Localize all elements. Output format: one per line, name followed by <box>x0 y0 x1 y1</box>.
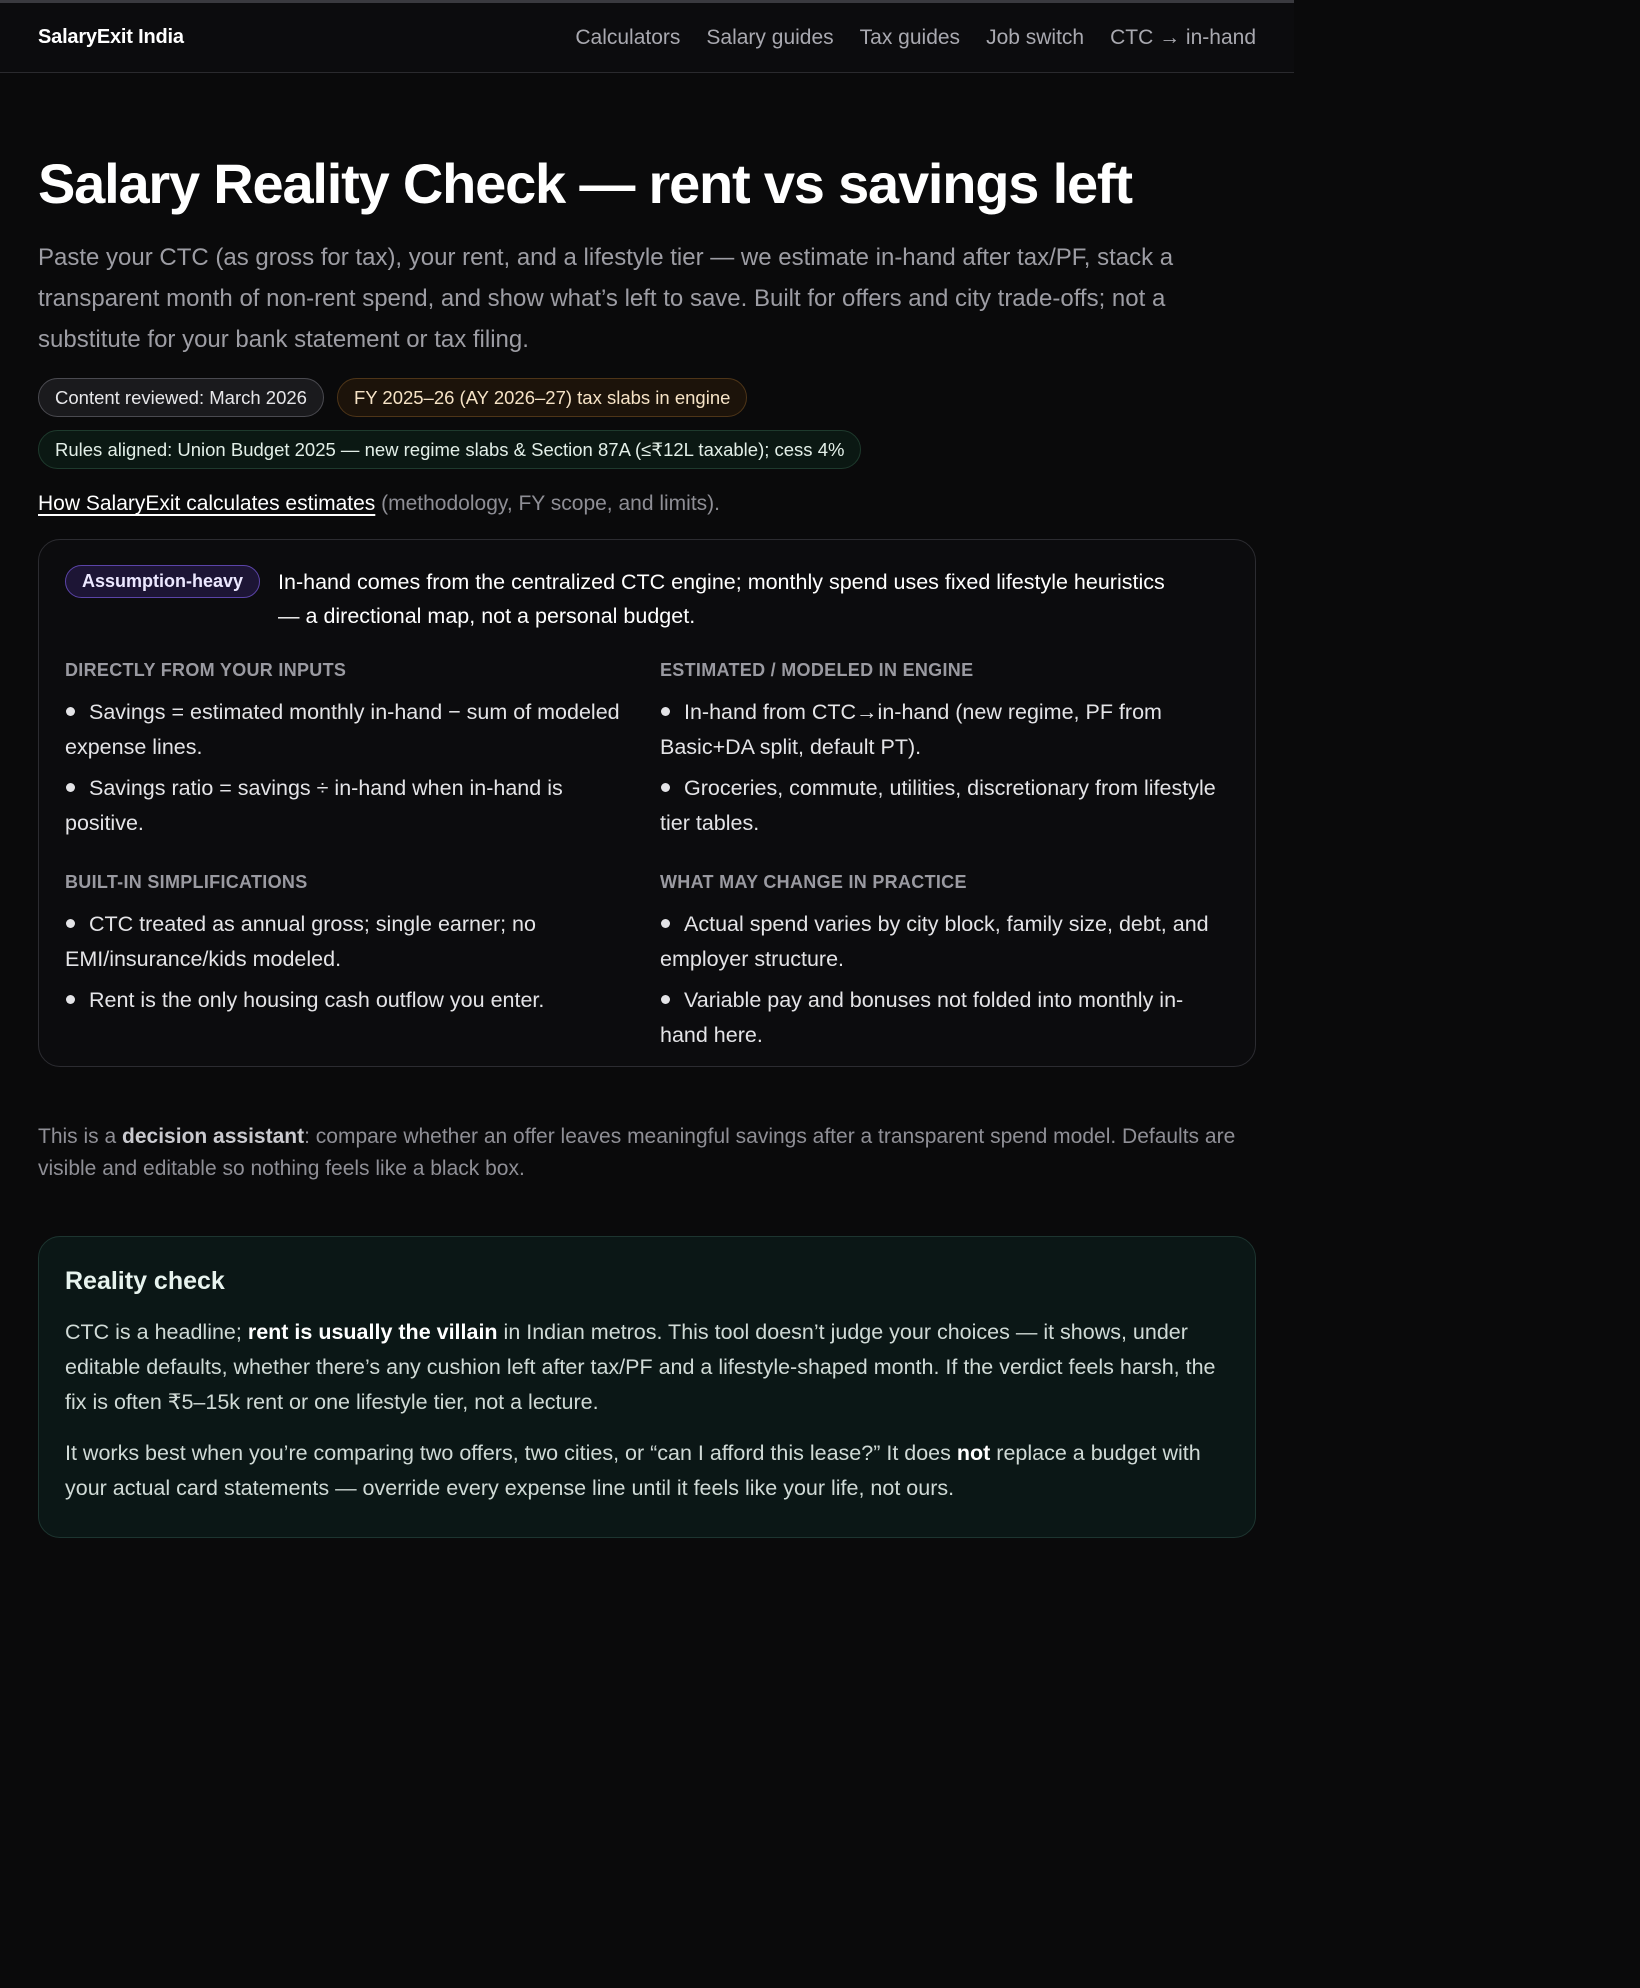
nav-link-tax-guides[interactable]: Tax guides <box>859 25 961 49</box>
assumptions-card <box>38 539 1256 1067</box>
info-pills <box>38 378 1256 469</box>
column-heading: ESTIMATED / MODELED IN ENGINE <box>660 660 974 680</box>
bullet-icon <box>661 707 670 716</box>
inputs-column <box>65 660 660 847</box>
modeled-column <box>660 660 1230 847</box>
page-title: Salary Reality Check — rent vs savings left <box>38 152 1132 215</box>
nav-links <box>575 26 1256 50</box>
reality-paragraph-2: It works best when you’re comparing two offers, two cities, or “can I afford this lease?” It does not replace a budget with your actual card statements — override every expense line until it feels like your life, not ours. <box>65 1441 1201 1500</box>
rules-pill: Rules aligned: Union Budget 2025 — new regime slabs & Section 87A (≤₹12L taxable); cess 4% <box>38 430 861 469</box>
column-heading: BUILT-IN SIMPLIFICATIONS <box>65 872 308 892</box>
list-item: Rent is the only housing cash outflow you enter. <box>65 983 625 1018</box>
methodology-suffix: (methodology, FY scope, and limits). <box>375 492 721 515</box>
bullet-icon <box>66 995 75 1004</box>
bullet-icon <box>66 783 75 792</box>
bullet-icon <box>661 995 670 1004</box>
list-item: CTC treated as annual gross; single earner; no EMI/insurance/kids modeled. <box>65 912 536 971</box>
bullet-icon <box>66 919 75 928</box>
reality-check-card <box>38 1236 1256 1538</box>
list-item: Savings = estimated monthly in-hand − sum of modeled expense lines. <box>65 700 620 759</box>
column-heading: DIRECTLY FROM YOUR INPUTS <box>65 660 347 680</box>
list-item: In-hand from CTC→in-hand (new regime, PF from Basic+DA split, default PT). <box>660 700 1162 759</box>
assumptions-summary: In-hand comes from the centralized CTC engine; monthly spend uses fixed lifestyle heuristics — a directional map, not a personal budget. <box>278 570 1165 628</box>
decision-note: This is a decision assistant: compare whether an offer leaves meaningful savings after a transparent spend model. Defaults are visible and editable so nothing feels like a black box. <box>38 1125 1236 1180</box>
reviewed-pill: Content reviewed: March 2026 <box>38 378 324 417</box>
assumptions-grid <box>65 660 1229 1059</box>
nav-link-calculators[interactable]: Calculators <box>575 25 681 49</box>
reality-check-heading: Reality check <box>65 1267 225 1295</box>
bullet-icon <box>661 783 670 792</box>
list-item: Actual spend varies by city block, family size, debt, and employer structure. <box>660 912 1209 971</box>
methodology-line <box>38 490 1256 518</box>
methodology-link[interactable]: How SalaryExit calculates estimates <box>38 492 376 515</box>
page-lede: Paste your CTC (as gross for tax), your rent, and a lifestyle tier — we estimate in-hand after tax/PF, stack a transparent month of non-rent spend, and show what’s left to save. Built for offers and city trade-offs; not a substitute for your bank statement or tax filing. <box>38 244 1174 353</box>
nav-link-job-switch[interactable]: Job switch <box>986 25 1085 49</box>
list-item: Groceries, commute, utilities, discretionary from lifestyle tier tables. <box>660 776 1216 835</box>
decision-emphasis: decision assistant <box>122 1125 305 1148</box>
bullet-icon <box>661 919 670 928</box>
column-heading: WHAT MAY CHANGE IN PRACTICE <box>660 872 967 892</box>
top-nav <box>0 3 1294 73</box>
fy-pill: FY 2025–26 (AY 2026–27) tax slabs in engine <box>337 378 747 417</box>
simplifications-column <box>65 872 660 1059</box>
list-item: Savings ratio = savings ÷ in-hand when in-hand is positive. <box>65 776 563 835</box>
practice-column <box>660 872 1230 1059</box>
brand-logo[interactable]: SalaryExit India <box>38 26 184 48</box>
nav-link-ctc-in-hand[interactable]: CTC → in-hand <box>1110 25 1256 49</box>
reality-paragraph-1: CTC is a headline; rent is usually the villain in Indian metros. This tool doesn’t judge your choices — it shows, under editable defaults, whether there’s any cushion left after tax/PF and a lifestyle-shaped month. If the verdict feels harsh, the fix is often ₹5–15k rent or one lifestyle tier, not a lecture. <box>65 1320 1216 1414</box>
assumption-badge: Assumption-heavy <box>65 565 260 598</box>
assumptions-header <box>65 564 1229 633</box>
bullet-icon <box>66 707 75 716</box>
list-item: Variable pay and bonuses not folded into monthly in-hand here. <box>660 988 1184 1047</box>
nav-link-salary-guides[interactable]: Salary guides <box>706 25 834 49</box>
main-content <box>0 153 1294 1538</box>
